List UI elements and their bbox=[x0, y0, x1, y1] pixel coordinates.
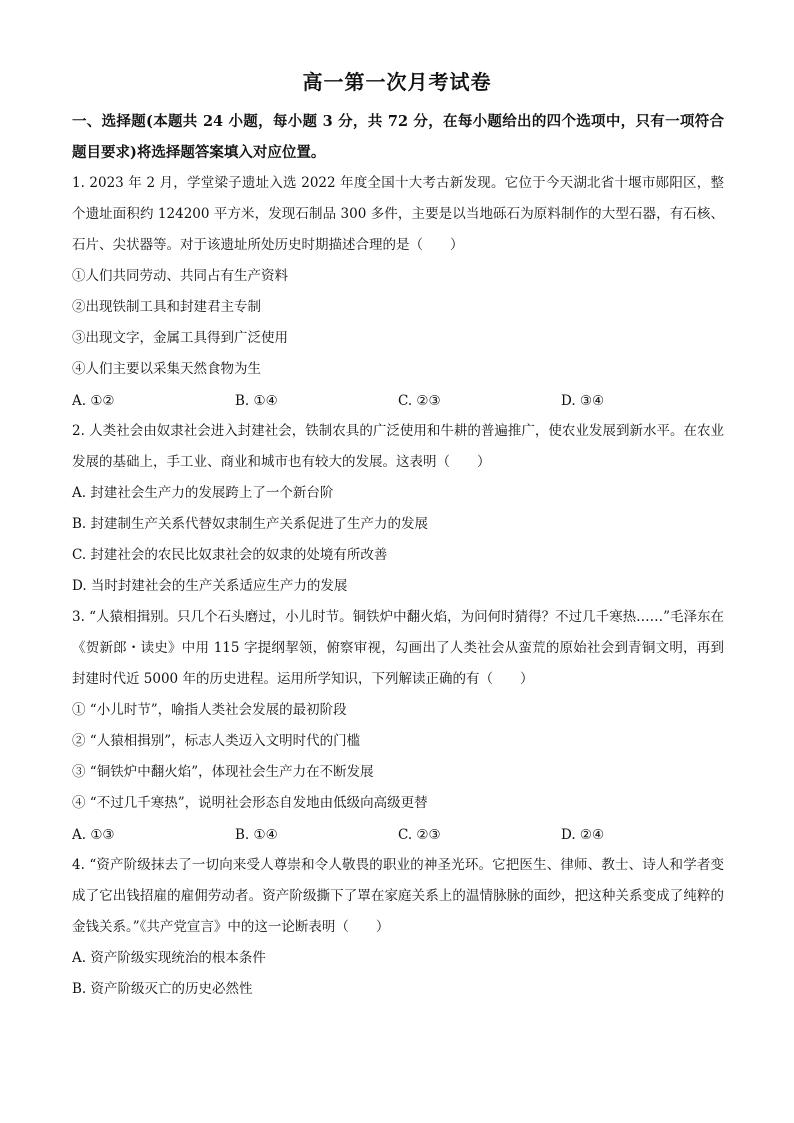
question-list bbox=[72, 168, 724, 1005]
question-2 bbox=[72, 416, 724, 602]
statement-item: ②出现铁制工具和封建君主专制 bbox=[72, 299, 261, 315]
option-a: A. 资产阶级实现统治的根本条件 bbox=[72, 950, 266, 966]
question-stem: 4. “资产阶级抹去了一切向来受人尊崇和令人敬畏的职业的神圣光环。它把医生、律师、教士、诗人和学者变成了它出钱招雇的雇佣劳动者。资产阶级撕下了罩在家庭关系上的温情脉脉的面纱，把这种关系变成了纯粹的金钱关系。”《共产党宣言》中的这一论断表明（ ） bbox=[72, 857, 724, 935]
choice-a: A. ①③ bbox=[72, 826, 115, 843]
question-4 bbox=[72, 850, 724, 1005]
statement-item: ③出现文字，金属工具得到广泛使用 bbox=[72, 330, 288, 346]
option-b: B. 资产阶级灭亡的历史必然性 bbox=[72, 981, 253, 997]
statement-item: ①人们共同劳动、共同占有生产资料 bbox=[72, 268, 288, 284]
question-1 bbox=[72, 168, 724, 416]
statement-item: ② “人猿相揖别”，标志人类迈入文明时代的门槛 bbox=[72, 733, 361, 749]
exam-title: 高一第一次月考试卷 bbox=[302, 70, 492, 94]
statement-item: ③ “铜铁炉中翻火焰”，体现社会生产力在不断发展 bbox=[72, 764, 374, 780]
question-stem: 1. 2023 年 2 月，学堂梁子遗址入选 2022 年度全国十大考古新发现。它位于今天湖北省十堰市郧阳区，整个遗址面积约 124200 平方米，发现石制品 300 多件，主要是以当地砾石为原料制作的大型石器，有石核、石片、尖状器等。对于该遗址所处历史时期描述合理的是（ ） bbox=[72, 175, 724, 253]
choice-row bbox=[72, 819, 724, 850]
statement-item: ④ “不过几千寒热”，说明社会形态自发地由低级向高级更替 bbox=[72, 795, 428, 811]
choice-d: D. ③④ bbox=[561, 392, 605, 409]
question-stem: 3. “人猿相揖别。只几个石头磨过，小儿时节。铜铁炉中翻火焰，为问何时猜得？不过几千寒热……”毛泽东在《贺新郎・读史》中用 115 字提纲挈领，俯察审视，勾画出了人类社会从蛮荒的原始社会到青铜文明，再到封建时代近 5000 年的历史进程。运用所学知识，下列解读正确的有（ ） bbox=[72, 609, 724, 687]
choice-row bbox=[72, 385, 724, 416]
question-stem: 2. 人类社会由奴隶社会进入封建社会，铁制农具的广泛使用和牛耕的普遍推广，使农业发展到新水平。在农业发展的基础上，手工业、商业和城市也有较大的发展。这表明（ ） bbox=[72, 423, 724, 470]
section-heading: 一、选择题(本题共 24 小题，每小题 3 分，共 72 分，在每小题给出的四个选项中，只有一项符合题目要求)将选择题答案填入对应位置。 bbox=[72, 113, 724, 161]
option-a: A. 封建社会生产力的发展跨上了一个新台阶 bbox=[72, 485, 334, 501]
choice-b: B. ①④ bbox=[235, 392, 278, 409]
statement-item: ④人们主要以采集天然食物为生 bbox=[72, 361, 261, 377]
option-c: C. 封建社会的农民比奴隶社会的奴隶的处境有所改善 bbox=[72, 547, 388, 563]
choice-d: D. ②④ bbox=[561, 826, 605, 843]
choice-c: C. ②③ bbox=[398, 392, 441, 409]
question-3 bbox=[72, 602, 724, 850]
choice-c: C. ②③ bbox=[398, 826, 441, 843]
option-b: B. 封建制生产关系代替奴隶制生产关系促进了生产力的发展 bbox=[72, 516, 429, 532]
option-d: D. 当时封建社会的生产关系适应生产力的发展 bbox=[72, 578, 348, 594]
choice-a: A. ①② bbox=[72, 392, 115, 409]
statement-item: ① “小儿时节”，喻指人类社会发展的最初阶段 bbox=[72, 702, 347, 718]
choice-b: B. ①④ bbox=[235, 826, 278, 843]
